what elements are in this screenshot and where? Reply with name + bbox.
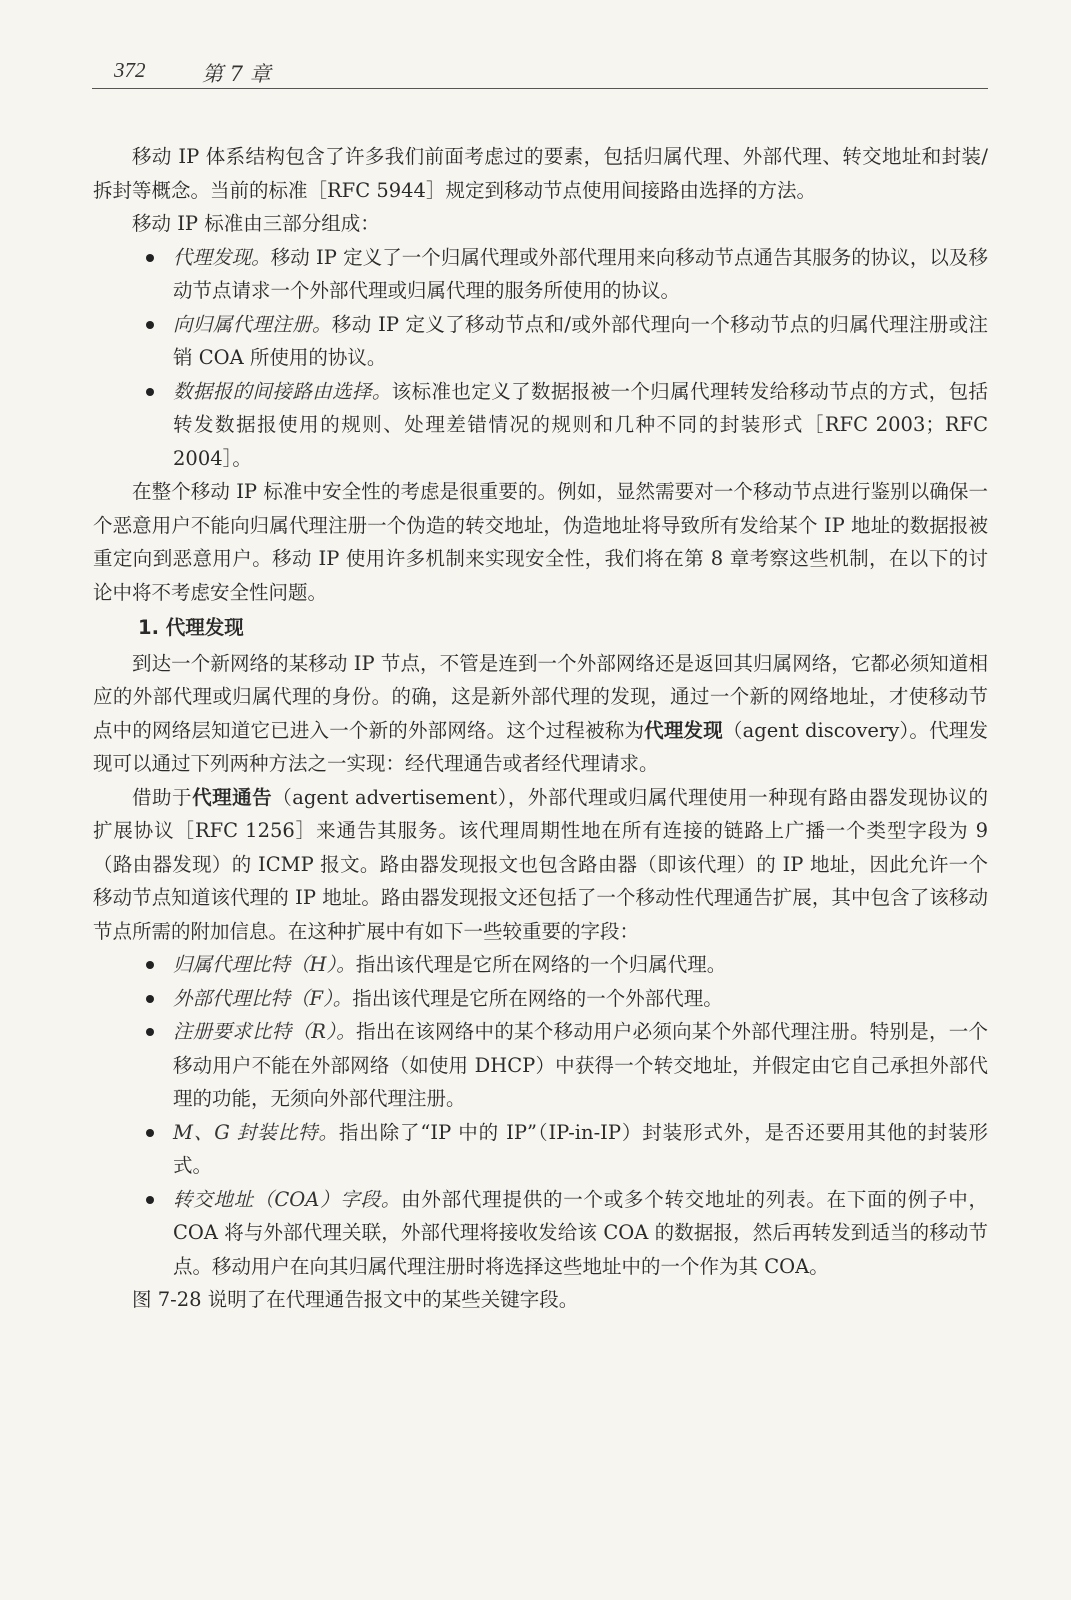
list-item <box>93 1015 988 1116</box>
bullet-icon <box>146 321 154 329</box>
list-text: 指出除了“IP 中的 IP”（IP-in-IP）封装形式外，是否还要用其他的封装形式。 <box>173 1120 988 1177</box>
bullet-icon <box>146 388 154 396</box>
list-term: 归属代理比特（H）。 <box>173 953 356 976</box>
list-text: 移动 IP 定义了移动节点和/或外部代理向一个移动节点的归属代理注册或注销 COA 所使用的协议。 <box>173 312 988 369</box>
bullet-icon <box>146 1028 154 1036</box>
list-text: 移动 IP 定义了一个归属代理或外部代理用来向移动节点通告其服务的协议，以及移动节点请求一个外部代理或归属代理的服务所使用的协议。 <box>173 245 988 302</box>
list-item <box>93 1183 988 1284</box>
text-run: （agent advertisement），外部代理或归属代理使用一种现有路由器发现协议的扩展协议［RFC 1256］来通告其服务。该代理周期性地在所有连接的链路上广播一个类型字段为 9（路由器发现）的 ICMP 报文。路由器发现报文也包含路由器（即该代理）的 IP 地址，因此允许一个移动节点知道该代理的 IP 地址。路由器发现报文还包括了一个移动性代理通告扩展，其中包含了该移动节点所需的附加信息。在这种扩展中有如下一些较重要的字段： <box>93 785 988 943</box>
bullet-icon <box>146 1129 154 1137</box>
bold-term: 代理通告 <box>192 785 273 809</box>
paragraph: 移动 IP 体系结构包含了许多我们前面考虑过的要素，包括归属代理、外部代理、转交地址和封装/拆封等概念。当前的标准［RFC 5944］规定到移动节点使用间接路由选择的方法。 <box>93 145 988 202</box>
bullet-list-fields <box>93 948 988 1283</box>
bullet-icon <box>146 1196 154 1204</box>
list-text: 该标准也定义了数据报被一个归属代理转发给移动节点的方式，包括转发数据报使用的规则、处理差错情况的规则和几种不同的封装形式［RFC 2003；RFC 2004］。 <box>173 379 988 470</box>
list-term: 转交地址（COA）字段。 <box>173 1187 402 1211</box>
list-item <box>93 375 988 476</box>
text-run: 借助于 <box>132 785 193 809</box>
list-term: 外部代理比特（F）。 <box>173 986 353 1010</box>
list-term: 注册要求比特（R）。 <box>173 1020 357 1043</box>
paragraph <box>93 781 988 949</box>
page-body <box>93 140 988 1317</box>
text-run: （agent discovery）。代理发现可以通过下列两种方法之一实现：经代理通告或者经代理请求。 <box>93 718 988 775</box>
list-term: 数据报的间接路由选择。 <box>173 379 392 403</box>
text-run: 到达一个新网络的某移动 IP 节点，不管是连到一个外部网络还是返回其归属网络，它都必须知道相应的外部代理或归属代理的身份。的确，这是新外部代理的发现，通过一个新的网络地址，才使移动节点中的网络层知道它已进入一个新的外部网络。这个过程被称为 <box>93 651 988 742</box>
list-item <box>93 1116 988 1183</box>
paragraph: 图 7-28 说明了在代理通告报文中的某些关键字段。 <box>132 1288 579 1311</box>
list-item <box>93 982 988 1016</box>
list-text: 指出在该网络中的某个移动用户必须向某个外部代理注册。特别是，一个移动用户不能在外部网络（如使用 DHCP）中获得一个转交地址，并假定由它自己承担外部代理的功能，无须向外部代理注册。 <box>173 1020 988 1110</box>
chapter-label: 第 7 章 <box>202 62 271 86</box>
list-term: 向归属代理注册。 <box>173 312 332 336</box>
list-item <box>93 308 988 375</box>
running-header <box>92 54 988 89</box>
paragraph <box>93 647 988 781</box>
bullet-list-components <box>93 241 988 476</box>
list-text: 指出该代理是它所在网络的一个归属代理。 <box>355 953 727 976</box>
paragraph: 在整个移动 IP 标准中安全性的考虑是很重要的。例如，显然需要对一个移动节点进行鉴别以确保一个恶意用户不能向归属代理注册一个伪造的转交地址，伪造地址将导致所有发给某个 IP 地址的数据报被重定向到恶意用户。移动 IP 使用许多机制来实现安全性，我们将在第 8 章考察这些机制，在以下的讨论中将不考虑安全性问题。 <box>93 480 988 604</box>
bold-term: 代理发现 <box>644 718 723 742</box>
list-term: M、G 封装比特。 <box>173 1120 339 1144</box>
bullet-icon <box>146 995 154 1003</box>
paragraph: 移动 IP 标准由三部分组成： <box>132 212 380 235</box>
bullet-icon <box>146 961 154 969</box>
list-text: 由外部代理提供的一个或多个转交地址的列表。在下面的例子中，COA 将与外部代理关联，外部代理将接收发给该 COA 的数据报，然后再转发到适当的移动节点。移动用户在向其归属代理注册时将选择这些地址中的一个作为其 COA。 <box>173 1187 988 1278</box>
list-item <box>93 948 988 982</box>
section-heading: 1. 代理发现 <box>138 616 244 639</box>
list-term: 代理发现。 <box>173 245 271 269</box>
list-text: 指出该代理是它所在网络的一个外部代理。 <box>352 986 723 1010</box>
bullet-icon <box>146 254 154 262</box>
page-number: 372 <box>114 58 146 82</box>
list-item <box>93 241 988 308</box>
